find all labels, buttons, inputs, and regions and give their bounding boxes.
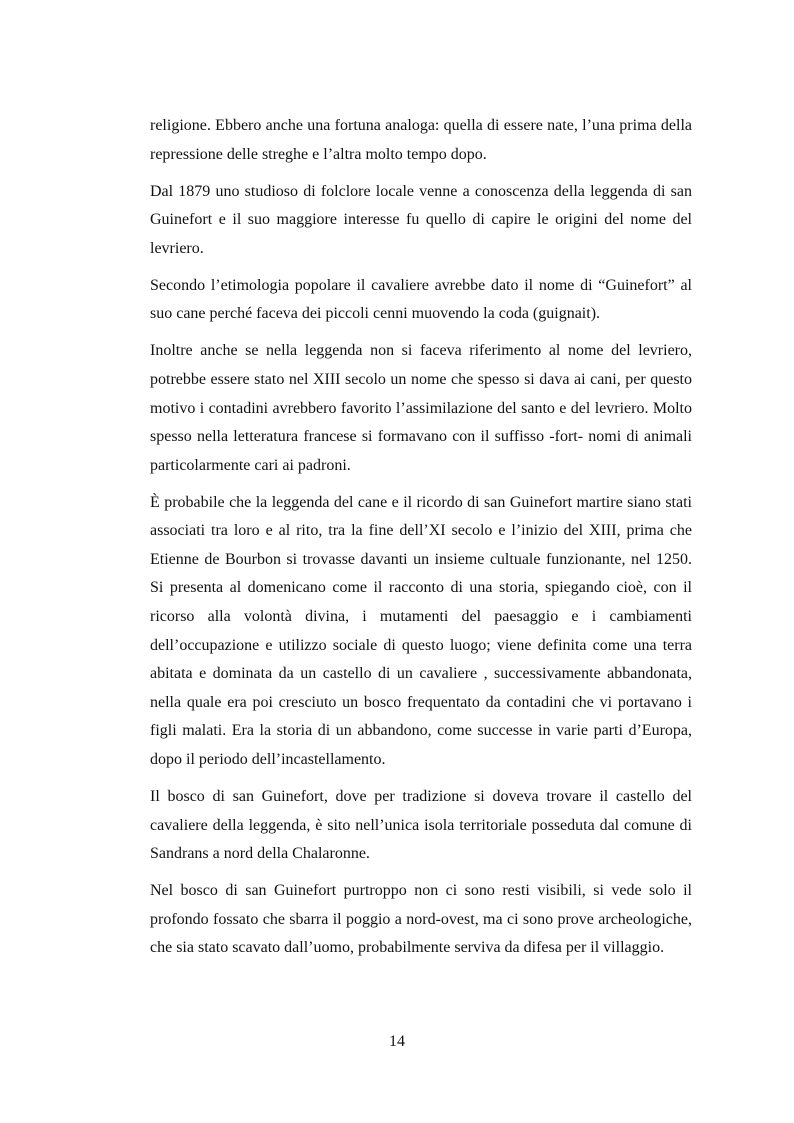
paragraph: Dal 1879 uno studioso di folclore locale venne a conoscenza della leggenda di san Guinefort e il suo maggiore interesse fu quello di capire le origini del nome del levriero. <box>150 182 692 257</box>
paragraph: Inoltre anche se nella leggenda non si faceva riferimento al nome del levriero, potrebbe essere stato nel XIII secolo un nome che spesso si dava ai cani, per questo motivo i contadini avrebbero favorito l’assimilazione del santo e del levriero. Molto spesso nella letteratura francese si formavano con il suffisso -fort- nomi di animali particolarmente cari ai padroni. <box>150 342 692 474</box>
page-body <box>150 112 692 971</box>
paragraph: Secondo l’etimologia popolare il cavaliere avrebbe dato il nome di “Guinefort” al suo cane perché faceva dei piccoli cenni muovendo la coda (guignait). <box>150 276 692 323</box>
paragraph: Il bosco di san Guinefort, dove per tradizione si doveva trovare il castello del cavaliere della leggenda, è sito nell’unica isola territoriale posseduta dal comune di Sandrans a nord della Chalaronne. <box>150 788 692 863</box>
page-number: 14 <box>389 1033 405 1050</box>
paragraph: religione. Ebbero anche una fortuna analoga: quella di essere nate, l’una prima della repressione delle streghe e l’altra molto tempo dopo. <box>150 117 692 163</box>
paragraph: È probabile che la leggenda del cane e il ricordo di san Guinefort martire siano stati associati tra loro e al rito, tra la fine dell’XI secolo e l’inizio del XIII, prima che Etienne de Bourbon si trovasse davanti un insieme cultuale funzionante, nel 1250. Si presenta al domenicano come il racconto di una storia, spiegando cioè, con il ricorso alla volontà divina, i mutamenti del paesaggio e i cambiamenti dell’occupazione e utilizzo sociale di questo luogo; viene definita come una terra abitata e dominata da un castello di un cavaliere , successivamente abbandonata, nella quale era poi cresciuto un bosco frequentato da contadini che vi portavano i figli malati. Era la storia di un abbandono, come successe in varie parti d’Europa, dopo il periodo dell’incastellamento. <box>150 493 692 769</box>
paragraph: Nel bosco di san Guinefort purtroppo non ci sono resti visibili, si vede solo il profondo fossato che sbarra il poggio a nord-ovest, ma ci sono prove archeologiche, che sia stato scavato dall’uomo, probabilmente serviva da difesa per il villaggio. <box>150 882 692 957</box>
